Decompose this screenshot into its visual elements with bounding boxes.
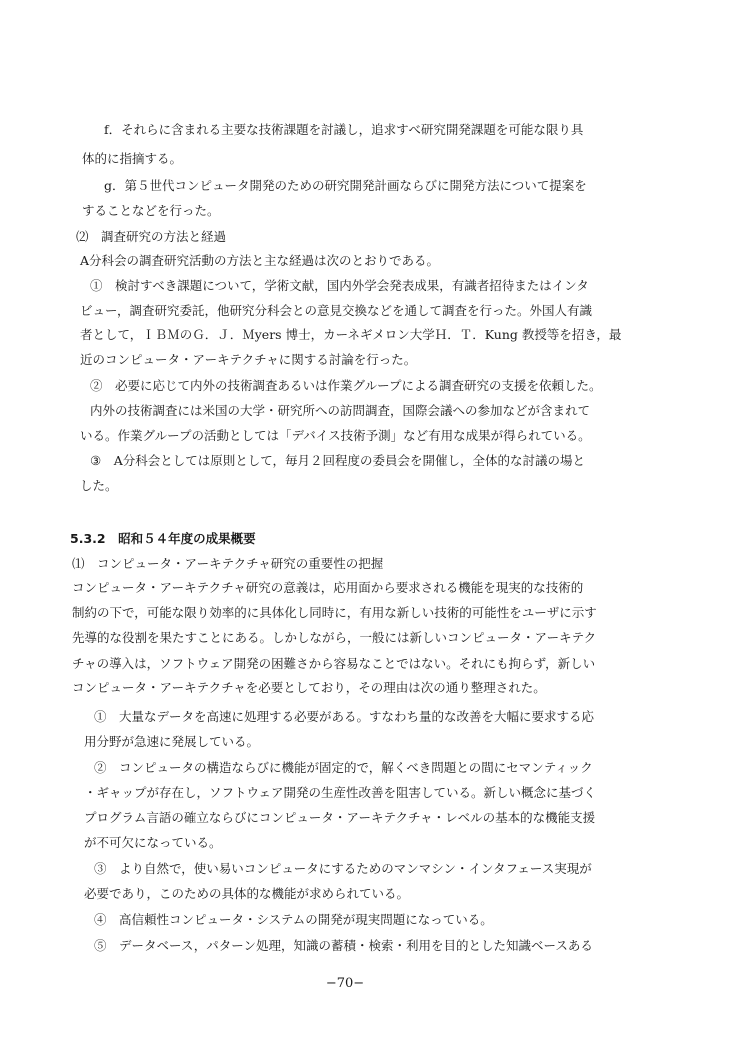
text-line: 体的に指摘する。 (82, 151, 183, 166)
text-line: ⑤ データベース，パターン処理，知識の蓄積・検索・利用を目的とした知識ベースある (94, 938, 593, 953)
text-line: 者として，ＩＢＭのＧ．Ｊ．Ｍyers 博士，カーネギメロン大学Ｈ．Ｔ．Kung 教授等を招き，最 (80, 327, 622, 342)
text-line: チャの導入は，ソフトウェア開発の困難さから容易なことではない。それにも拘らず，新しい (72, 656, 596, 671)
text-line: ② コンピュータの構造ならびに機能が固定的で，解くべき問題との間にセマンティック (94, 760, 593, 775)
text-line: が不可欠になっている。 (84, 835, 222, 850)
text-line: した。 (80, 478, 118, 493)
text-line: コンピュータ・アーキテクチャを必要としており，その理由は次の通り整理された。 (72, 680, 546, 695)
text-line: ④ 高信頼性コンピュータ・システムの開発が現実問題になっている。 (94, 912, 493, 927)
text-line: コンピュータ・アーキテクチャ研究の意義は，応用面から要求される機能を現実的な技術的 (72, 580, 584, 595)
subsection-heading: 5.3.2 昭和５４年度の成果概要 (70, 531, 256, 546)
text-line: いる。作業グループの活動としては「デバイス技術予測」など有用な成果が得られている。 (80, 428, 591, 443)
text-line: 必要であり，このための具体的な機能が求められている。 (84, 886, 410, 901)
text-line: ③ より自然で，使い易いコンピュータにするためのマンマシン・インタフェース実現が (94, 861, 592, 876)
text-line: ③ A分科会としては原則として，毎月２回程度の委員会を開催し，全体的な討議の場と (90, 453, 585, 468)
section-heading: ⑴ コンピュータ・アーキテクチャ研究の重要性の把握 (72, 556, 384, 571)
text-line: g．第５世代コンピュータ開発のための研究開発計画ならびに開発方法について提案を (104, 178, 587, 193)
text-line: ① 検討すべき課題について，学術文献，国内外学会発表成果，有識者招待またはインタ (90, 278, 589, 293)
text-line: 内外の技術調査には米国の大学・研究所への訪問調査，国際会議への参加などが含まれて (90, 403, 591, 418)
text-line: 近のコンピュータ・アーキテクチャに関する討論を行った。 (80, 352, 417, 367)
text-line: ビュー，調査研究委託，他研究分科会との意見交換などを通して調査を行った。外国人有識 (80, 303, 593, 318)
text-line: ② 必要に応じて内外の技術調査あるいは作業グループによる調査研究の支援を依頼した。 (90, 378, 602, 393)
text-line: f．それらに含まれる主要な技術課題を討議し，追求すべ研究開発課題を可能な限り具 (104, 122, 584, 137)
section-heading: ⑵ 調査研究の方法と経過 (76, 229, 227, 244)
text-line: 用分野が急速に発展している。 (84, 734, 260, 749)
text-line: ・ギャップが存在し，ソフトウェア開発の生産性改善を阻害している。新しい概念に基づく (84, 785, 597, 800)
text-line: 制約の下で，可能な限り効率的に具体化し同時に，有用な新しい技術的可能性をユーザに示す (72, 605, 597, 620)
page-number: −70− (325, 976, 365, 991)
text-line: A分科会の調査研究活動の方法と主な経過は次のとおりである。 (80, 253, 440, 268)
text-line: プログラム言語の確立ならびにコンピュータ・アーキテクチャ・レベルの基本的な機能支援 (84, 810, 596, 825)
text-line: することなどを行った。 (82, 203, 220, 218)
text-line: 先導的な役割を果たすことにある。しかしながら，一般には新しいコンピュータ・アーキテク (72, 630, 597, 645)
text-line: ① 大量なデータを高速に処理する必要がある。すなわち量的な改善を大幅に要求する応 (94, 709, 595, 724)
